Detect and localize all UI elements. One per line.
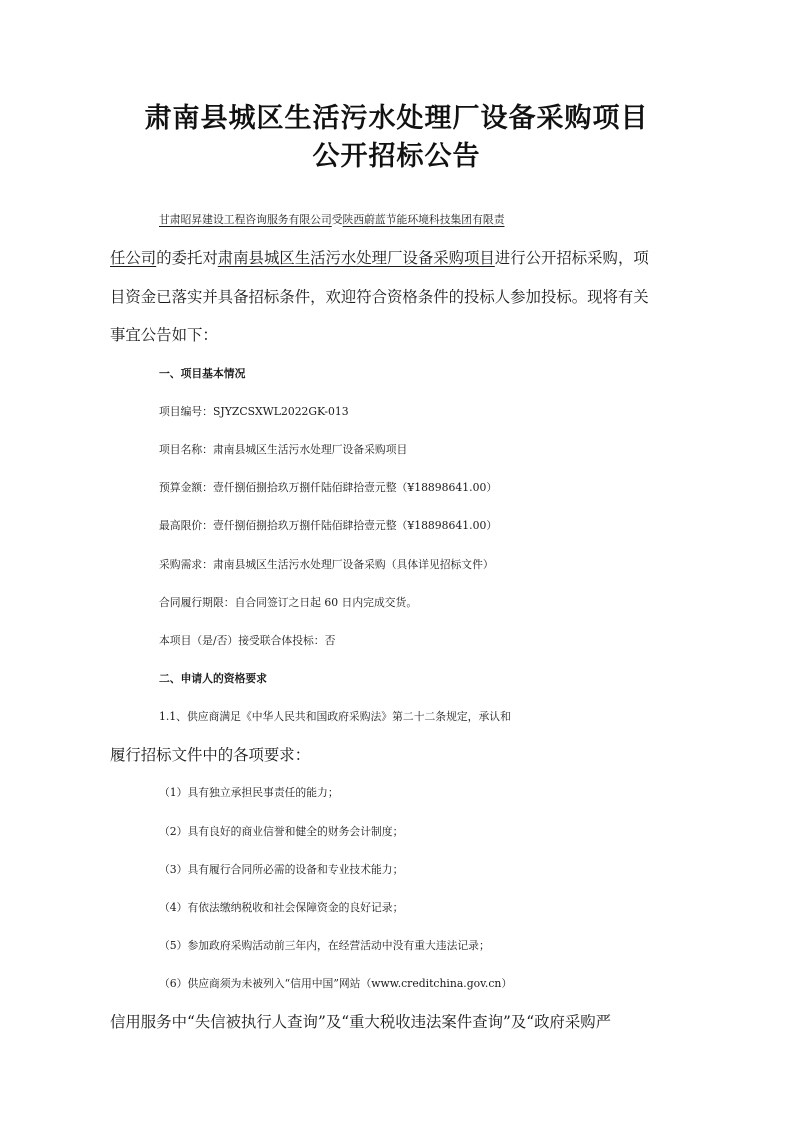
intro-accept-text: 受 [331,213,343,226]
requirement-6-line1: （6）供应商须为未被列入“信用中国”网站（www.creditchina.gov.cn） [159,977,513,990]
procurement-demand: 采购需求：肃南县城区生活污水处理厂设备采购（具体详见招标文件） [159,558,494,571]
max-price: 最高限价：壹仟捌佰捌拾玖万捌仟陆佰肆拾壹元整（¥18898641.00） [159,519,498,532]
item-1-1-line2: 履行招标文件中的各项要求： [110,746,311,764]
intro-line1 [159,210,739,230]
requirement-3: （3）具有履行合同所必需的设备和专业技术能力； [159,863,404,876]
project-title: 项目名称：肃南县城区生活污水处理厂设备采购项目 [159,443,408,456]
agency-name: 甘肃昭昇建设工程咨询服务有限公司 [159,213,332,226]
requirement-2: （2）具有良好的商业信誉和健全的财务会计制度； [159,825,404,838]
item-1-1-line1: 1.1、供应商满足《中华人民共和国政府采购法》第二十二条规定，承认和 [159,710,511,723]
consortium-policy: 本项目（是/否）接受联合体投标：否 [159,634,336,647]
intro-entrust-text: 的委托对 [156,249,218,267]
requirement-5: （5）参加政府采购活动前三年内，在经营活动中没有重大违法记录； [159,939,490,952]
requirement-1: （1）具有独立承担民事责任的能力； [159,786,339,799]
requirement-4: （4）有依法缴纳税收和社会保障资金的良好记录； [159,901,404,914]
intro-tender-text: 进行公开招标采购，项 [494,249,649,267]
intro-project-name: 肃南县城区生活污水处理厂设备采购项目 [217,249,495,267]
intro-line4: 事宜公告如下： [110,326,218,344]
intro-line2 [110,248,690,268]
client-name-part2: 任公司 [110,249,157,267]
intro-line3: 目资金已落实并具备招标条件，欢迎符合资格条件的投标人参加投标。现将有关 [110,288,649,306]
section2-heading: 二、申请人的资格要求 [159,672,267,685]
requirement-6-line2: 信用服务中“失信被执行人查询”及“重大税收违法案件查询”及“政府采购严 [110,1013,612,1031]
budget-amount: 预算金额：壹仟捌佰捌拾玖万捌仟陆佰肆拾壹元整（¥18898641.00） [159,481,498,494]
document-title-line1: 肃南县城区生活污水处理厂设备采购项目 [144,103,649,134]
document-title-line2: 公开招标公告 [312,141,481,172]
contract-period: 合同履行期限：自合同签订之日起 60 日内完成交货。 [159,596,418,609]
client-name-part1: 陕西蔚蓝节能环境科技集团有限责 [342,213,505,226]
project-number: 项目编号：SJYZCSXWL2022GK-013 [159,405,349,418]
section1-heading: 一、项目基本情况 [159,367,246,380]
